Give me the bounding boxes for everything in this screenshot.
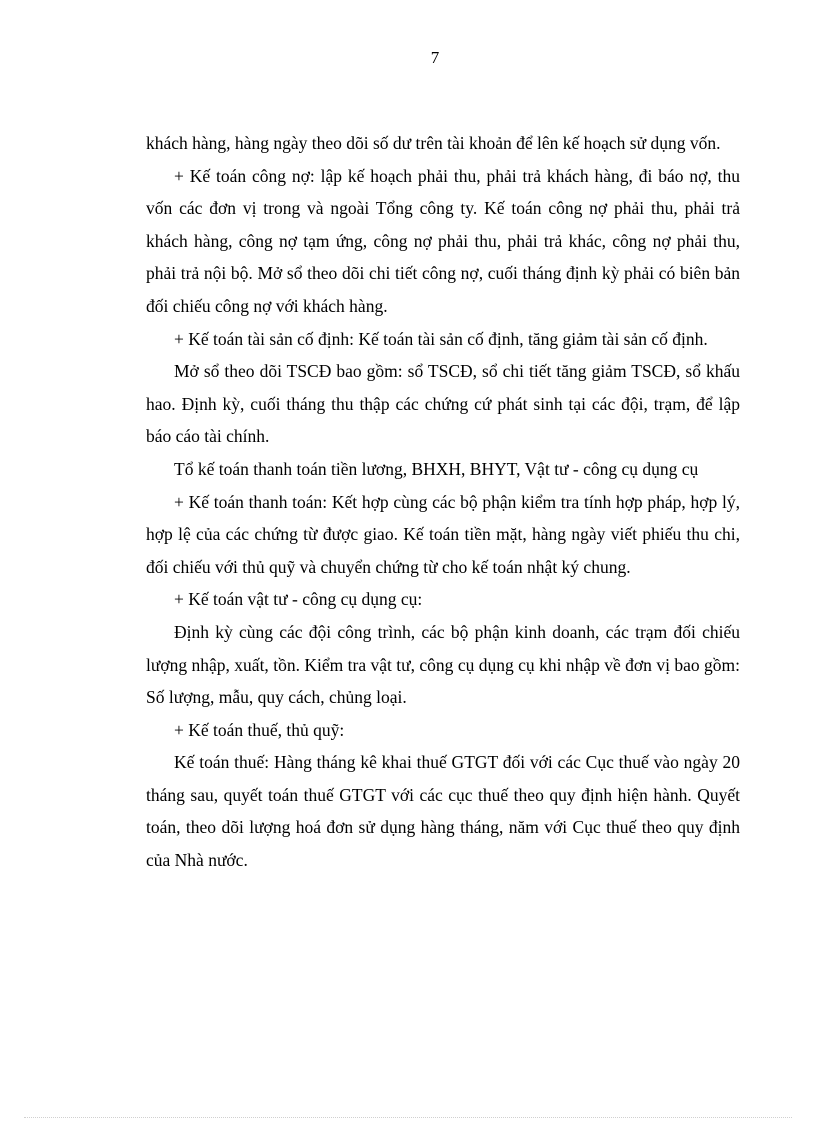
- paragraph-tax-detail: Kế toán thuế: Hàng tháng kê khai thuế GTGT đối với các Cục thuế vào ngày 20 tháng sau, quyết toán thuế GTGT với các cục thuế theo quy định hiện hành. Quyết toán, theo dõi lượng hoá đơn sử dụng hàng tháng, năm với Cục thuế theo quy định của Nhà nước.: [146, 752, 740, 871]
- paragraph-continuation: khách hàng, hàng ngày theo dõi số dư trên tài khoản để lên kế hoạch sử dụng vốn.: [146, 133, 721, 153]
- paragraph-materials-detail: Định kỳ cùng các đội công trình, các bộ phận kinh doanh, các trạm đối chiếu lượng nhập, xuất, tồn. Kiểm tra vật tư, công cụ dụng cụ khi nhập về đơn vị bao gồm: Số lượng, mẫu, quy cách, chủng loại.: [146, 621, 740, 708]
- page-number: 7: [430, 48, 440, 67]
- document-body: [146, 127, 740, 877]
- paragraph-accounts-payable: + Kế toán công nợ: lập kế hoạch phải thu, phải trả khách hàng, đi báo nợ, thu vốn các đơn vị trong và ngoài Tổng công ty. Kế toán công nợ phải thu, phải trả khách hàng, công nợ tạm ứng, công nợ phải thu, phải trả khác, công nợ phải thu, phải trả nội bộ. Mở sổ theo dõi chi tiết công nợ, cuối tháng định kỳ phải có biên bản đối chiếu công nợ với khách hàng.: [146, 165, 740, 316]
- paragraph-tax-heading: + Kế toán thuế, thủ quỹ:: [174, 719, 345, 740]
- paragraph-fixed-assets: + Kế toán tài sản cố định: Kế toán tài sản cố định, tăng giảm tài sản cố định.: [174, 328, 708, 349]
- paragraph-payment-accounting: + Kế toán thanh toán: Kết hợp cùng các bộ phận kiểm tra tính hợp pháp, hợp lý, hợp lệ của các chứng từ được giao. Kế toán tiền mặt, hàng ngày viết phiếu thu chi, đối chiếu với thủ quỹ và chuyển chứng từ cho kế toán nhật ký chung.: [146, 491, 740, 577]
- paragraph-materials-heading: + Kế toán vật tư - công cụ dụng cụ:: [174, 589, 423, 610]
- page-bottom-divider: [24, 1117, 792, 1118]
- paragraph-fixed-assets-ledger: Mở sổ theo dõi TSCĐ bao gồm: sổ TSCĐ, sổ chi tiết tăng giảm TSCĐ, sổ khấu hao. Định kỳ, cuối tháng thu thập các chứng cứ phát sinh tại các đội, trạm, để lập báo cáo tài chính.: [146, 361, 740, 447]
- paragraph-payroll-team: Tổ kế toán thanh toán tiền lương, BHXH, BHYT, Vật tư - công cụ dụng cụ: [174, 458, 699, 479]
